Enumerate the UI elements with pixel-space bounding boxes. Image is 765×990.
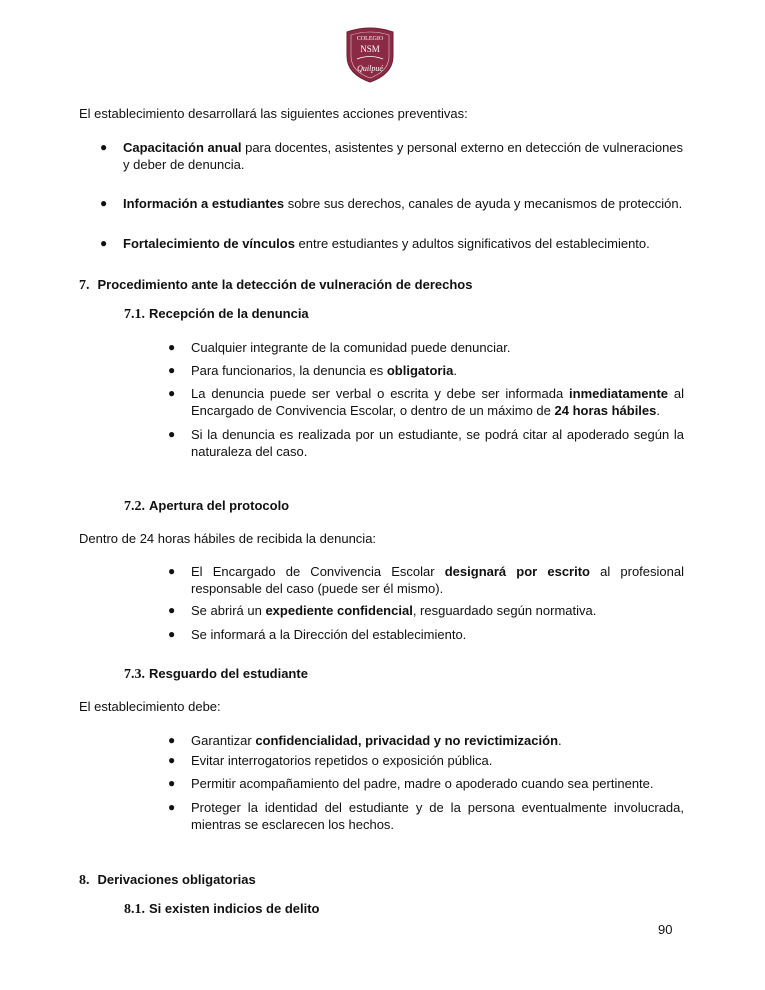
bullet-icon: ● — [100, 196, 108, 210]
subsection-heading-7-1 — [124, 305, 309, 323]
subsection-number: 7.1. — [124, 307, 145, 322]
list-item — [168, 732, 684, 749]
subsection-number: 8.1. — [124, 902, 145, 917]
bullet-icon: ● — [168, 386, 176, 400]
list-item-text: Cualquier integrante de la comunidad puede denunciar. — [191, 340, 511, 355]
bullet-icon: ● — [168, 564, 176, 578]
list-item-text: . — [558, 733, 562, 748]
subsection-title: Resguardo del estudiante — [149, 666, 308, 681]
list-item — [168, 752, 684, 769]
bullet-icon: ● — [100, 140, 108, 154]
subsection-title: Si existen indicios de delito — [149, 901, 320, 916]
list-item-bold: 24 horas hábiles — [554, 403, 657, 418]
list-item-text: Garantizar — [191, 733, 256, 748]
list-item-text: , resguardado según normativa. — [412, 603, 597, 618]
list-item-text: Permitir acompañamiento del padre, madre o apoderado cuando sea pertinente. — [191, 776, 654, 791]
list-item-bold: inmediatamente — [569, 386, 669, 401]
bullet-icon: ● — [168, 427, 176, 441]
bullet-icon: ● — [168, 340, 176, 354]
list-item — [168, 563, 684, 597]
list-item-text: La denuncia puede ser verbal o escrita y debe ser informada — [191, 386, 570, 401]
list-item-bold: designará por escrito — [444, 564, 590, 579]
list-item-text: Proteger la identidad del estudiante y de la persona eventualmente involucrada, mientras se esclarecen los hechos. — [191, 800, 684, 832]
section-title: Derivaciones obligatorias — [97, 872, 256, 887]
list-item-text: . — [656, 403, 661, 418]
paragraph: El establecimiento debe: — [79, 699, 221, 714]
list-item — [168, 775, 684, 792]
bullet-icon: ● — [168, 776, 176, 790]
subsection-heading-8-1 — [124, 900, 320, 918]
bullet-icon: ● — [100, 236, 108, 250]
subsection-heading-7-3 — [124, 665, 308, 683]
section-heading-7 — [79, 276, 472, 294]
page-number: 90 — [658, 922, 673, 937]
list-item — [168, 426, 684, 460]
bullet-icon: ● — [168, 627, 176, 641]
bullet-icon: ● — [168, 733, 176, 747]
list-item-text: Si la denuncia es realizada por un estudiante, se podrá citar al apoderado según la naturaleza del caso. — [191, 427, 684, 459]
list-item — [168, 602, 684, 619]
logo-text-2: NSM — [360, 44, 380, 54]
list-item — [100, 235, 690, 252]
logo-text-3: Quilpué — [357, 64, 383, 73]
bullet-icon: ● — [168, 800, 176, 814]
section-number: 8. — [79, 873, 90, 888]
bullet-icon: ● — [168, 603, 176, 617]
list-item-bold: confidencialidad, privacidad y no revictimización — [255, 733, 559, 748]
list-item-text: Evitar interrogatorios repetidos o exposición pública. — [191, 753, 493, 768]
subsection-title: Apertura del protocolo — [149, 498, 290, 513]
logo-text-1: COLEGIO — [356, 36, 384, 42]
list-item-bold: obligatoria — [386, 363, 454, 378]
list-item-text: para docentes, asistentes y personal externo en detección de vulneraciones y deber de denuncia. — [123, 140, 684, 172]
school-crest-logo — [341, 26, 399, 84]
list-item-text: . — [453, 363, 457, 378]
bullet-icon: ● — [168, 363, 176, 377]
list-item-bold: Fortalecimiento de vínculos — [123, 236, 295, 251]
list-item — [168, 626, 684, 643]
section-title: Procedimiento ante la detección de vulneración de derechos — [97, 277, 473, 292]
list-item-text: Se abrirá un — [191, 603, 266, 618]
list-item — [100, 139, 690, 173]
list-item-text: al profesional responsable del caso (puede ser él mismo). — [191, 564, 684, 596]
paragraph: Dentro de 24 horas hábiles de recibida la denuncia: — [79, 531, 377, 546]
list-item-text: Se informará a la Dirección del establecimiento. — [191, 627, 467, 642]
list-item-bold: Información a estudiantes — [123, 196, 285, 211]
list-item-bold: expediente confidencial — [265, 603, 413, 618]
section-heading-8 — [79, 871, 256, 889]
subsection-heading-7-2 — [124, 497, 289, 515]
subsection-number: 7.3. — [124, 667, 145, 682]
list-item — [100, 195, 690, 212]
list-item-text: Para funcionarios, la denuncia es — [191, 363, 387, 378]
bullet-icon: ● — [168, 753, 176, 767]
list-item-text: al Encargado de Convivencia Escolar, o dentro de un máximo de — [191, 386, 684, 418]
section-number: 7. — [79, 278, 90, 293]
subsection-number: 7.2. — [124, 499, 145, 514]
list-item — [168, 799, 684, 833]
intro-paragraph: El establecimiento desarrollará las siguientes acciones preventivas: — [79, 106, 468, 121]
list-item — [168, 339, 684, 356]
list-item-text: El Encargado de Convivencia Escolar — [191, 564, 445, 579]
list-item — [168, 385, 684, 419]
subsection-title: Recepción de la denuncia — [149, 306, 309, 321]
list-item-bold: Capacitación anual — [123, 140, 242, 155]
list-item-text: entre estudiantes y adultos significativos del establecimiento. — [294, 236, 650, 251]
list-item — [168, 362, 684, 379]
list-item-text: sobre sus derechos, canales de ayuda y mecanismos de protección. — [284, 196, 683, 211]
